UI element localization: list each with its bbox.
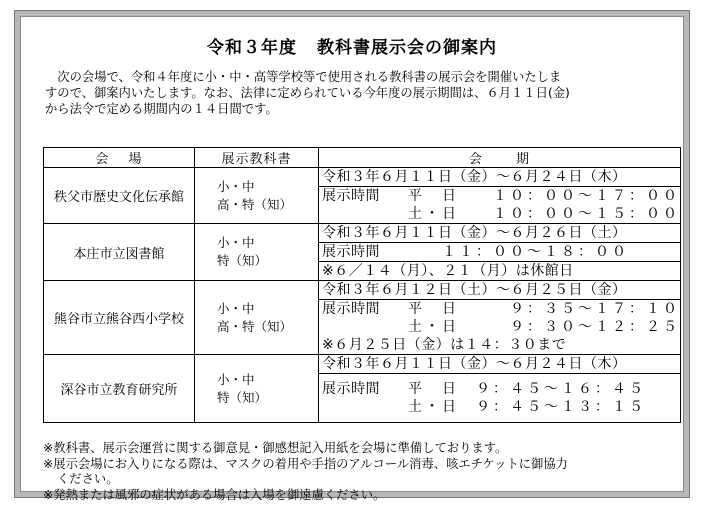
hours-text: 土・日 １０：００～１５：００ — [408, 206, 680, 222]
schedule-table — [43, 147, 681, 423]
subjects-cell — [195, 224, 319, 281]
period-line — [319, 243, 680, 262]
subjects-cell — [195, 168, 319, 224]
period-line — [319, 300, 680, 318]
period-date: 令和３年６月１２日（土）～６月２５日（金） — [319, 281, 680, 300]
period-line — [319, 205, 680, 223]
hours-text: 土・日 ９：３０～１２：２５ — [408, 319, 680, 335]
subject-line: 小・中 — [217, 371, 255, 387]
subject-line: 特（知） — [217, 389, 268, 405]
subjects-cell — [195, 355, 319, 423]
hours-text: 平 日 １０：００～１７：００ — [408, 188, 680, 204]
subjects-cell — [195, 281, 319, 355]
period-date: 令和３年６月１１日（金）～６月２６日（土） — [319, 224, 680, 243]
period-cell — [319, 281, 681, 355]
notice-frame — [14, 10, 690, 502]
period-cell — [319, 355, 681, 423]
venue-name: 熊谷市立熊谷西小学校 — [44, 281, 195, 355]
subject-line: 高・特（知） — [217, 196, 293, 212]
table-row — [44, 224, 681, 281]
hours-label: 展示時間 — [322, 381, 380, 397]
period-note: ※６／１４（月）、２１（月）は休館日 — [322, 263, 574, 279]
hours-label: 展示時間 — [322, 244, 380, 260]
note-line: ください。 — [57, 472, 119, 486]
venue-name: 深谷市立教育研究所 — [44, 355, 195, 423]
note-line: ※発熱または風邪の症状がある場合は入場を御遠慮ください。 — [43, 487, 386, 502]
header-venue: 会 場 — [44, 148, 195, 168]
subject-line: 特（知） — [217, 253, 268, 268]
table-row — [44, 168, 681, 224]
header-subjects: 展示教科書 — [195, 148, 319, 168]
hours-text: 平 日 ９：３５～１７：１０ — [408, 301, 680, 317]
table-header-row — [44, 148, 681, 168]
note-line: ※展示会場にお入りになる際は、マスクの着用や手指のアルコール消毒、咳エチケットに御協力 — [43, 456, 568, 471]
period-line — [319, 380, 680, 398]
intro-line: から法令で定める期間内の１４日間です。 — [45, 102, 278, 116]
hours-text: １１：００～１８：００ — [408, 244, 629, 260]
hours-label: 展示時間 — [322, 188, 380, 204]
venue-name: 秩父市歴史文化伝承館 — [44, 168, 195, 224]
subject-line: 小・中 — [217, 300, 255, 316]
subject-line: 小・中 — [217, 235, 255, 250]
venue-name: 本庄市立図書館 — [44, 224, 195, 281]
period-cell — [319, 168, 681, 224]
hours-text: 平 日 ９：４５～１６：４５ — [408, 381, 646, 397]
header-period: 会 期 — [319, 148, 681, 168]
subject-line: 高・特（知） — [217, 318, 293, 334]
period-note: ※６月２５日（金）は１４：３０まで — [322, 337, 567, 353]
title-main: 教科書展示会の御案内 — [317, 38, 497, 58]
subject-line: 小・中 — [217, 178, 255, 194]
page-title — [15, 33, 689, 58]
title-year: 令和３年度 — [207, 38, 297, 58]
period-date: 令和３年６月１１日（金）～６月２４日（木） — [319, 168, 680, 187]
note-line: ※教科書、展示会運営に関する御意見・御感想記入用紙を会場に準備しております。 — [43, 441, 508, 455]
intro-line: 次の会場で、令和４年度に小・中・高等学校等で使用される教科書の展示会を開催いたしま — [45, 70, 562, 84]
table-row — [44, 355, 681, 423]
hours-text: 土・日 ９：４５～１３：１５ — [408, 399, 646, 415]
table-row — [44, 281, 681, 355]
intro-paragraph — [45, 69, 685, 117]
period-line — [319, 318, 680, 336]
period-cell — [319, 224, 681, 281]
period-line — [319, 398, 680, 416]
period-date: 令和３年６月１１日（金）～６月２４日（木） — [319, 355, 680, 374]
period-line — [319, 187, 680, 205]
notes-section — [43, 441, 688, 503]
hours-label: 展示時間 — [322, 301, 380, 317]
intro-line: すので、御案内いたします。なお、法律に定められている今年度の展示期間は、６月１１日(金) — [45, 86, 570, 100]
